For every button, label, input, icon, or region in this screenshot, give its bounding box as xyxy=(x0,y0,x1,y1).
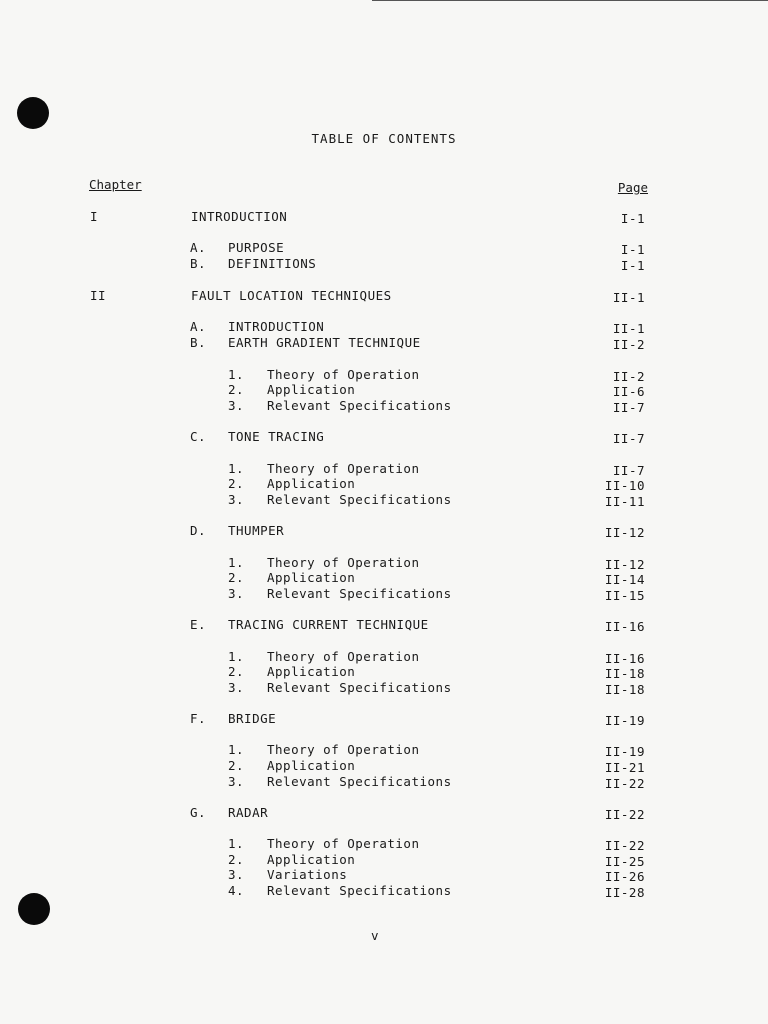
toc-entry-number: B. xyxy=(190,335,207,350)
toc-subsection-title: Application xyxy=(267,570,356,585)
toc-entry-number: 2. xyxy=(228,382,245,397)
toc-section-title: TONE TRACING xyxy=(228,429,325,444)
toc-page-number: II-16 xyxy=(604,619,645,634)
toc-section-title: INTRODUCTION xyxy=(228,319,325,334)
toc-page-number: II-11 xyxy=(604,494,645,509)
toc-subsection-title: Application xyxy=(267,664,356,679)
toc-subsection-title: Relevant Specifications xyxy=(267,774,452,789)
toc-entry-number: 3. xyxy=(228,398,245,413)
toc-page-number: II-22 xyxy=(604,776,645,791)
punch-hole-top xyxy=(17,97,49,129)
toc-page-number: II-12 xyxy=(604,525,645,540)
toc-page-number: II-12 xyxy=(604,557,645,572)
toc-entry-number: F. xyxy=(190,711,207,726)
toc-section-title: BRIDGE xyxy=(228,711,277,726)
toc-entry-number: 1. xyxy=(228,461,245,476)
toc-subsection-title: Relevant Specifications xyxy=(267,883,452,898)
toc-entry-number: D. xyxy=(190,523,207,538)
toc-section-title: THUMPER xyxy=(228,523,285,538)
toc-section-title: TRACING CURRENT TECHNIQUE xyxy=(228,617,429,632)
toc-entry-number: 2. xyxy=(228,476,245,491)
toc-entry-number: 3. xyxy=(228,774,245,789)
toc-entry-number: 2. xyxy=(228,758,245,773)
page-column-header: Page xyxy=(617,180,648,195)
toc-entry-number: 2. xyxy=(228,664,245,679)
toc-entry-number: 1. xyxy=(228,836,245,851)
toc-entry-number: 4. xyxy=(228,883,245,898)
toc-entry-number: I xyxy=(90,209,99,224)
toc-page-number: II-18 xyxy=(604,682,645,697)
toc-entry-number: 2. xyxy=(228,570,245,585)
toc-subsection-title: Relevant Specifications xyxy=(267,586,452,601)
toc-entry-number: 3. xyxy=(228,586,245,601)
toc-page-number: I-1 xyxy=(620,242,645,257)
toc-page-number: II-18 xyxy=(604,666,645,681)
toc-entry-number: B. xyxy=(190,256,207,271)
toc-entry-number: 3. xyxy=(228,680,245,695)
toc-page-number: II-2 xyxy=(612,337,645,352)
toc-entry-number: 2. xyxy=(228,852,245,867)
toc-page-number: II-26 xyxy=(604,869,645,884)
toc-section-title: PURPOSE xyxy=(228,240,285,255)
toc-page-number: II-22 xyxy=(604,807,645,822)
toc-chapter-title: INTRODUCTION xyxy=(191,209,288,224)
toc-page-number: II-16 xyxy=(604,651,645,666)
toc-page-number: II-7 xyxy=(612,400,645,415)
toc-entry-number: 3. xyxy=(228,867,245,882)
toc-entry-number: 1. xyxy=(228,367,245,382)
toc-subsection-title: Theory of Operation xyxy=(267,461,420,476)
toc-entry-number: 1. xyxy=(228,649,245,664)
toc-page-number: II-1 xyxy=(612,321,645,336)
toc-page-number: II-15 xyxy=(604,588,645,603)
page-title: TABLE OF CONTENTS xyxy=(311,131,457,146)
toc-entry-number: G. xyxy=(190,805,207,820)
toc-entry-number: E. xyxy=(190,617,207,632)
toc-page-number: II-19 xyxy=(604,744,645,759)
toc-subsection-title: Theory of Operation xyxy=(267,555,420,570)
toc-page-number: II-10 xyxy=(604,478,645,493)
toc-page-number: II-14 xyxy=(604,572,645,587)
toc-section-title: DEFINITIONS xyxy=(228,256,317,271)
toc-subsection-title: Application xyxy=(267,382,356,397)
toc-section-title: RADAR xyxy=(228,805,269,820)
toc-subsection-title: Theory of Operation xyxy=(267,649,420,664)
page-number-footer: v xyxy=(371,928,379,943)
toc-page-number: II-6 xyxy=(612,384,645,399)
toc-subsection-title: Application xyxy=(267,476,356,491)
toc-entry-number: A. xyxy=(190,319,207,334)
toc-page-number: II-28 xyxy=(604,885,645,900)
toc-subsection-title: Theory of Operation xyxy=(267,742,420,757)
toc-page-number: II-21 xyxy=(604,760,645,775)
toc-entry-number: 3. xyxy=(228,492,245,507)
toc-page-number: I-1 xyxy=(620,258,645,273)
toc-page-number: II-2 xyxy=(612,369,645,384)
toc-subsection-title: Variations xyxy=(267,867,348,882)
toc-subsection-title: Relevant Specifications xyxy=(267,492,452,507)
toc-subsection-title: Relevant Specifications xyxy=(267,398,452,413)
toc-page-number: II-19 xyxy=(604,713,645,728)
toc-page-number: II-7 xyxy=(612,463,645,478)
toc-chapter-title: FAULT LOCATION TECHNIQUES xyxy=(191,288,392,303)
toc-page-number: II-7 xyxy=(612,431,645,446)
toc-entry-number: A. xyxy=(190,240,207,255)
toc-section-title: EARTH GRADIENT TECHNIQUE xyxy=(228,335,421,350)
toc-entry-number: 1. xyxy=(228,742,245,757)
toc-subsection-title: Theory of Operation xyxy=(267,836,420,851)
toc-subsection-title: Theory of Operation xyxy=(267,367,420,382)
toc-page-number: II-25 xyxy=(604,854,645,869)
toc-entry-number: II xyxy=(90,288,107,303)
scan-edge-line xyxy=(372,0,768,1)
toc-subsection-title: Application xyxy=(267,758,356,773)
punch-hole-bottom xyxy=(18,893,50,925)
toc-subsection-title: Relevant Specifications xyxy=(267,680,452,695)
toc-entry-number: C. xyxy=(190,429,207,444)
toc-page-number: I-1 xyxy=(620,211,645,226)
chapter-column-header: Chapter xyxy=(89,177,142,192)
toc-subsection-title: Application xyxy=(267,852,356,867)
toc-page-number: II-22 xyxy=(604,838,645,853)
toc-page-number: II-1 xyxy=(612,290,645,305)
toc-entry-number: 1. xyxy=(228,555,245,570)
